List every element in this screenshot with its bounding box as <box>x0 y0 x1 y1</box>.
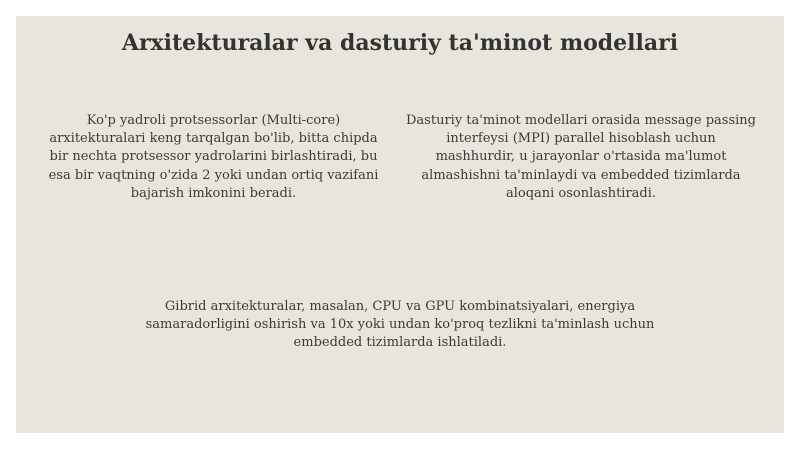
paragraph-multicore: Ko'p yadroli protsessorlar (Multi-core) arxitekturalari keng tarqalgan bo'lib, bitta chipda bir nechta protsessor yadrolarini birlashtiradi, bu esa bir vaqtning o'zida 2 yoki undan ortiq vazifani bajarish imkonini beradi. <box>48 113 379 201</box>
slide-title: Arxitekturalar va dasturiy ta'minot modellari <box>121 30 679 56</box>
slide <box>16 16 784 433</box>
paragraph-hybrid: Gibrid arxitekturalar, masalan, CPU va GPU kombinatsiyalari, energiya samaradorligini oshirish va 10x yoki undan ko'proq tezlikni ta'minlash uchun embedded tizimlarda ishlatiladi. <box>145 299 655 351</box>
paragraph-mpi: Dasturiy ta'minot modellari orasida message passing interfeysi (MPI) parallel hisoblash uchun mashhurdir, u jarayonlar o'rtasida ma'lumot almashishni ta'minlaydi va embedded tizimlarda aloqani osonlashtiradi. <box>406 113 756 201</box>
